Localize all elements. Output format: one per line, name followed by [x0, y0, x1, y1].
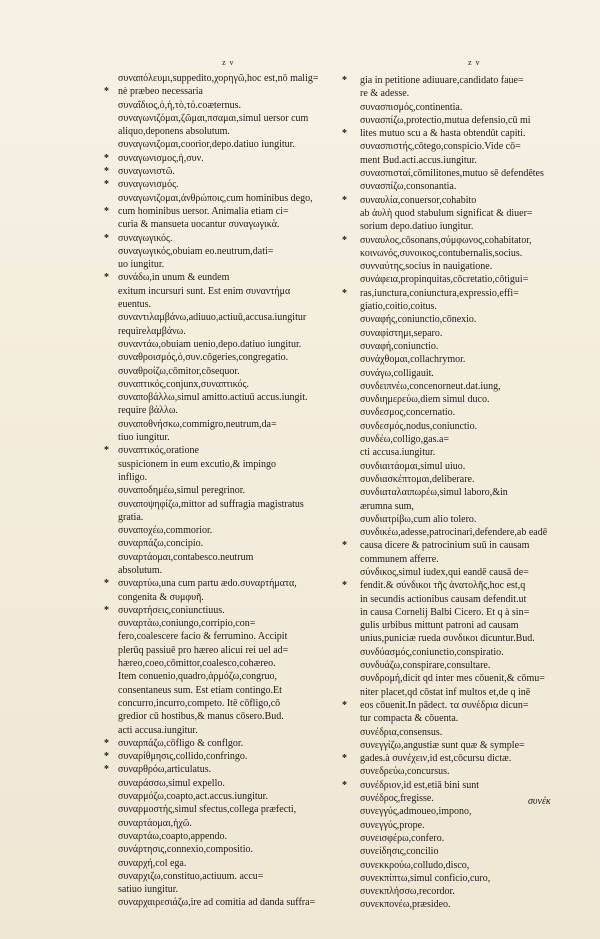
line-text: re & adesse. — [360, 88, 410, 100]
dictionary-line — [360, 473, 578, 486]
dictionary-line — [118, 551, 336, 564]
line-text: gia in petitione adiuuare,candidato faue= — [360, 75, 524, 86]
line-text: συνεκπίπτω,simul conficio,curo, — [360, 872, 491, 884]
line-text: tur compacta & cōuenta. — [360, 713, 459, 725]
line-text: συνείδησις,concilio — [360, 846, 439, 858]
line-text: συναρμοστής,simul sfectus,collega præfecti, — [118, 804, 297, 816]
dictionary-line — [342, 287, 578, 300]
line-text: συναντάω,obuiam uenio,depo.datiuo iungitur. — [118, 338, 302, 350]
line-text: συναφίστημι,separo. — [360, 327, 443, 339]
line-text: ab ἀυλὴ quod stabulum significat & diuer= — [360, 207, 533, 219]
dictionary-line — [360, 154, 578, 167]
margin-asterisk: * — [342, 753, 347, 765]
line-text: συναρτάω,coniungo,corripio,con= — [118, 618, 256, 630]
dictionary-line — [360, 632, 578, 645]
margin-asterisk: * — [342, 287, 347, 299]
dictionary-line — [118, 697, 336, 710]
dictionary-line — [342, 127, 578, 140]
line-text: συνεγγύς,admoueo,impono, — [360, 806, 472, 818]
dictionary-line — [360, 872, 578, 885]
dictionary-line — [104, 232, 336, 245]
line-text: hæreo,coeo,cōmittor,coalesco,cohæreo. — [118, 658, 276, 670]
dictionary-line — [118, 112, 336, 125]
dictionary-line — [360, 672, 578, 685]
line-text: συνδειπνέω,concenorneut.dat.iung, — [360, 380, 501, 392]
line-text: συνδρομή,dicit qd inter mes cōuenit,& cōmu= — [360, 673, 545, 685]
line-text: συνέδρος,fregisse. — [360, 793, 434, 805]
dictionary-line — [118, 830, 336, 843]
line-text: συναρχαιρεσιάζω,ire ad comitia ad danda suffra= — [118, 897, 316, 909]
dictionary-line — [360, 393, 578, 406]
line-text: in causa Cornelij Balbi Cicero. Et q à sin= — [360, 606, 530, 618]
margin-asterisk: * — [104, 737, 109, 749]
line-text: ment Bud.acti.accus.iungitur. — [360, 154, 477, 166]
line-text: συνάφεια,propinquitas,cōcretatio,cōtigui= — [360, 274, 529, 286]
margin-asterisk: * — [104, 205, 109, 217]
dictionary-line — [360, 845, 578, 858]
dictionary-line — [118, 896, 336, 909]
dictionary-line — [118, 285, 336, 298]
line-text: ærumna sum, — [360, 500, 414, 512]
line-text: consentaneus sum. Est etiam contingo.Et — [118, 684, 282, 696]
line-text: fero,coalescere facio & ferrumino. Accipit — [118, 631, 288, 643]
dictionary-line — [342, 539, 578, 552]
dictionary-line — [360, 420, 578, 433]
line-text: συναρίθμησις,collido,confringo. — [118, 751, 248, 763]
dictionary-line — [118, 125, 336, 138]
line-text: συνάδω,in unum & eundem — [118, 272, 230, 284]
dictionary-line — [118, 617, 336, 630]
line-text: συναράσσω,simul expello. — [118, 777, 225, 789]
dictionary-line — [360, 619, 578, 632]
line-text: συναρπάζω,cōfligo & conflgor. — [118, 737, 244, 749]
dictionary-line — [118, 378, 336, 391]
dictionary-line — [360, 566, 578, 579]
line-text: communem afferre. — [360, 553, 439, 565]
dictionary-line — [104, 763, 336, 776]
line-text: συνασπίζω,protectio,mutua defensio,cū mi — [360, 114, 531, 126]
dictionary-line — [360, 460, 578, 473]
line-text: συναγωνιζομαι,ἀνθρώποις,cum hominibus dego, — [118, 192, 313, 204]
line-text: συνέδριον,id est,etiā bini sunt — [360, 779, 480, 791]
dictionary-line — [118, 338, 336, 351]
margin-asterisk: * — [104, 751, 109, 763]
dictionary-line — [360, 220, 578, 233]
line-text: συναθροίζω,cōmitor,cōsequor. — [118, 365, 240, 377]
dictionary-line — [360, 327, 578, 340]
line-text: συνεισφέρω,confero. — [360, 832, 445, 844]
dictionary-line — [360, 659, 578, 672]
dictionary-line — [118, 591, 336, 604]
dictionary-line — [118, 843, 336, 856]
line-text: συνεκπονέω,præsideo. — [360, 899, 451, 911]
dictionary-line — [360, 353, 578, 366]
dictionary-line — [360, 859, 578, 872]
line-text: συναρτάω,coapto,appendo. — [118, 830, 227, 842]
dictionary-line — [342, 579, 578, 592]
line-text: congenita & συμφυῆ. — [118, 591, 204, 603]
margin-asterisk: * — [104, 578, 109, 590]
dictionary-line — [118, 192, 336, 205]
line-text: in secundis actionibus causam defendit.ut — [360, 593, 527, 605]
line-text: plerūq passiuē pro hæreo alicui rei uel ad= — [118, 644, 289, 656]
line-text: tiuo iungitur. — [118, 432, 170, 444]
line-text: cum hominibus uersor. Animalia etiam ci= — [118, 205, 289, 217]
dictionary-line — [360, 646, 578, 659]
margin-asterisk: * — [342, 540, 347, 552]
dictionary-line — [360, 406, 578, 419]
line-text: συναποψηφίζω,mittor ad suffragia magistratus — [118, 498, 304, 510]
line-text: giatio,coitio,coitus. — [360, 301, 437, 313]
dictionary-line — [118, 351, 336, 364]
line-text: συνεκπλήσσω,recordor. — [360, 886, 455, 898]
line-text: συναγωνισμός. — [118, 179, 179, 191]
dictionary-line — [360, 593, 578, 606]
line-text: sorium depo.datiuo iungitur. — [360, 221, 474, 233]
dictionary-line — [118, 817, 336, 830]
line-text: συναγωγικός,obuiam eo.neutrum,dati= — [118, 245, 274, 257]
line-text: συνδιατρίβω,cum alio tolero. — [360, 513, 477, 525]
dictionary-line — [118, 245, 336, 258]
dictionary-line — [360, 313, 578, 326]
dictionary-line — [118, 883, 336, 896]
line-text: συναπτικός,oratione — [118, 445, 199, 457]
dictionary-line — [360, 726, 578, 739]
dictionary-line — [118, 870, 336, 883]
margin-asterisk: * — [342, 779, 347, 791]
dictionary-line — [360, 380, 578, 393]
dictionary-line — [118, 537, 336, 550]
line-text: causa dicere & patrocinium suū in causam — [360, 540, 530, 552]
dictionary-line — [360, 300, 578, 313]
dictionary-line — [360, 101, 578, 114]
dictionary-line — [118, 418, 336, 431]
margin-asterisk: * — [342, 128, 347, 140]
dictionary-line — [104, 178, 336, 191]
dictionary-line — [360, 526, 578, 539]
dictionary-line — [118, 857, 336, 870]
line-text: συνδιαταλαιπωρέω,simul laboro,&in — [360, 487, 508, 499]
line-text: gades.à συνέχειν,id est,cōcursu dictæ. — [360, 753, 512, 765]
dictionary-line — [360, 898, 578, 911]
dictionary-line — [118, 498, 336, 511]
line-text: συνδικέω,adesse,patrocinari,defendere,ab eadē — [360, 527, 548, 539]
line-text: συνάχθομαι,collachrymor. — [360, 354, 466, 366]
margin-asterisk: * — [104, 272, 109, 284]
dictionary-line — [360, 832, 578, 845]
margin-asterisk: * — [342, 699, 347, 711]
line-text: aliquo,deponens absolutum. — [118, 126, 230, 138]
line-text: συναρχιζω,constituo,actiuum. accu= — [118, 870, 264, 882]
line-text: acti accusa.iungitur. — [118, 724, 198, 736]
line-text: niter placet,qd cōstat inf multos et,de q inē — [360, 686, 531, 698]
line-text: fendit.& σύνδικοι τῆς ἀνατολῆς,hoc est,q — [360, 580, 526, 592]
line-text: συνδεσμός,nodus,coniunctio. — [360, 420, 478, 432]
line-text: satiuo iungitur. — [118, 884, 178, 896]
line-text: συναποθνήσκω,commigro,neutrum,da= — [118, 418, 277, 430]
line-text: συνδυάζω,conspirare,consultare. — [360, 660, 491, 672]
margin-asterisk: * — [342, 75, 347, 86]
line-text: σύνδικος,simul iudex,qui eandē causā de= — [360, 566, 529, 578]
dictionary-line — [104, 85, 336, 98]
margin-asterisk: * — [104, 179, 109, 191]
line-text: συνδιασκέπτομαι,deliberare. — [360, 473, 475, 485]
dictionary-line — [118, 777, 336, 790]
dictionary-line — [118, 218, 336, 231]
dictionary-line — [360, 686, 578, 699]
dictionary-line — [104, 165, 336, 178]
dictionary-line — [118, 630, 336, 643]
dictionary-line — [118, 298, 336, 311]
dictionary-line — [360, 367, 578, 380]
dictionary-line — [360, 207, 578, 220]
dictionary-line — [104, 577, 336, 590]
line-text: συναρμόζω,coapto,act.accus.iungitur. — [118, 791, 268, 803]
line-text: συναγωνισμος,ἡ,συν. — [118, 152, 204, 164]
line-text: unius,puniciæ rueda συνδικοι dicuntur.Bud. — [360, 633, 535, 645]
line-text: συναφή,coniunctio. — [360, 340, 439, 352]
margin-asterisk: * — [104, 445, 109, 457]
line-text: συναρτάομαι,contabesco.neutrum — [118, 551, 254, 563]
line-text: gratia. — [118, 511, 144, 523]
line-text: συνασπιστής,cōtego,conspicio.Vide cō= — [360, 141, 521, 153]
line-text: suspicionem in eum excutio,& impingo — [118, 458, 277, 470]
dictionary-line — [360, 180, 578, 193]
line-text: συναθροισμός,ὁ,συν.cōgeries,congregatio. — [118, 352, 289, 364]
line-text: concurro,incurro,competo. Itē cōfligo,cō — [118, 697, 281, 709]
dictionary-line — [360, 500, 578, 513]
dictionary-line — [118, 258, 336, 271]
dictionary-line — [360, 446, 578, 459]
dictionary-line — [104, 604, 336, 617]
dictionary-line — [360, 553, 578, 566]
dictionary-line — [360, 260, 578, 273]
dictionary-line — [104, 750, 336, 763]
margin-asterisk: * — [104, 232, 109, 244]
dictionary-line — [342, 752, 578, 765]
line-text: συνασπίζω,consonantia. — [360, 181, 457, 193]
dictionary-line — [360, 167, 578, 180]
line-text: euentus. — [118, 299, 152, 311]
line-text: συνδέω,colligo,gas.a= — [360, 434, 450, 446]
line-text: uo iungitur. — [118, 259, 165, 271]
line-text: συνέδρια,consensus. — [360, 726, 443, 738]
line-text: συναρπάζω,concipio. — [118, 538, 204, 550]
line-text: ras,iunctura,coniunctura,expressio,effi= — [360, 287, 519, 299]
line-text: curia & mansueta uocantur συναγωγικὰ. — [118, 219, 280, 231]
dictionary-line — [360, 114, 578, 127]
line-text: συναγωνιζομαι,coorior,depo.datiuo iungitur. — [118, 139, 295, 151]
margin-asterisk: * — [104, 152, 109, 164]
dictionary-line — [104, 271, 336, 284]
right-column — [342, 74, 578, 912]
line-text: infligo. — [118, 471, 148, 483]
line-text: συναρχή,col ega. — [118, 857, 187, 869]
line-text: συνασπισταί,cōmilitones,mutuo sē defendētes — [360, 168, 544, 180]
dictionary-line — [360, 739, 578, 752]
line-text: συνδιαιτάομαι,simul uiuo. — [360, 460, 466, 472]
dictionary-line — [342, 699, 578, 712]
dictionary-line — [104, 152, 336, 165]
signature-mark-left: z v — [222, 58, 235, 67]
dictionary-line — [118, 365, 336, 378]
dictionary-line — [118, 657, 336, 670]
dictionary-line — [360, 805, 578, 818]
line-text: συνασπισμός,continentia. — [360, 101, 463, 113]
line-text: συναρθρόω,articulatus. — [118, 764, 212, 776]
dictionary-line — [118, 391, 336, 404]
line-text: exitum incursuri sunt. Est enim συναντήμα — [118, 285, 291, 297]
dictionary-line — [118, 138, 336, 151]
margin-asterisk: * — [104, 764, 109, 776]
line-text: συναπόλευμι,suppedito,χορηγῶ,hoc est,nō malig= — [118, 73, 319, 84]
line-text: συναυλος,cōsonans,σύμφωνος,cohabitator, — [360, 234, 532, 246]
line-text: συναφής,coniunctio,cōnexio. — [360, 314, 477, 326]
dictionary-line — [118, 670, 336, 683]
dictionary-line — [104, 205, 336, 218]
dictionary-line — [104, 444, 336, 457]
dictionary-line — [360, 273, 578, 286]
dictionary-line — [118, 803, 336, 816]
line-text: συνάγω,colligauit. — [360, 367, 434, 379]
line-text: cti accusa.iungitur. — [360, 447, 436, 459]
dictionary-line — [342, 194, 578, 207]
margin-asterisk: * — [342, 194, 347, 206]
line-text: συνεδρεύω,concursus. — [360, 766, 450, 778]
left-column — [104, 72, 336, 910]
line-text: συναυλία,conuersor,cohabito — [360, 194, 477, 206]
dictionary-line — [342, 234, 578, 247]
line-text: συναντιλαμβάνω,adiuuo,actiuū,accusa.iungitur — [118, 312, 307, 324]
line-text: Item conuenio,quadro,ἁρμόζω,congruo, — [118, 671, 277, 683]
dictionary-line — [118, 471, 336, 484]
dictionary-line — [104, 737, 336, 750]
dictionary-line — [342, 779, 578, 792]
line-text: συνδεσμος,concernatio. — [360, 407, 456, 419]
dictionary-line — [118, 404, 336, 417]
line-text: κοινωνός,συνοικος,contubernalis,socius. — [360, 247, 523, 259]
line-text: συνναύτης,socius in nauigatione. — [360, 261, 493, 273]
line-text: συναρτύω,una cum partu ædo.συναρτήματα, — [118, 578, 297, 590]
dictionary-line — [360, 712, 578, 725]
dictionary-line — [360, 819, 578, 832]
line-text: συνεκκρούω,colludo,disco, — [360, 859, 470, 871]
line-text: συνεγγίζω,angustiæ sunt quæ & symple= — [360, 739, 525, 751]
line-text: require βάλλω. — [118, 405, 178, 417]
dictionary-line — [118, 724, 336, 737]
dictionary-line — [118, 511, 336, 524]
line-text: requireλαμβάνω. — [118, 325, 186, 337]
dictionary-line — [360, 340, 578, 353]
dictionary-line — [360, 433, 578, 446]
dictionary-line — [118, 644, 336, 657]
line-text: συναγωγικός. — [118, 232, 173, 244]
dictionary-line — [118, 325, 336, 338]
dictionary-line — [118, 524, 336, 537]
line-text: eos cōuenit.In pādect. τα συνέδρια dicun= — [360, 699, 529, 711]
dictionary-line — [360, 885, 578, 898]
dictionary-line — [118, 790, 336, 803]
line-text: nè præbeo necessaria — [118, 86, 203, 98]
dictionary-line — [118, 431, 336, 444]
dictionary-line — [118, 72, 336, 85]
line-text: συναποβάλλω,simul amitto.actiuū accus.iungit. — [118, 392, 308, 404]
line-text: συνδιημερεύω,diem simul duco. — [360, 394, 490, 406]
line-text: συνάρτησις,connexio,compositio. — [118, 844, 253, 856]
line-text: συναρτήσεις,coniunctiuus. — [118, 604, 225, 616]
dictionary-line — [360, 606, 578, 619]
margin-asterisk: * — [104, 166, 109, 178]
catchword: συνέκ — [528, 796, 551, 807]
line-text: gulis urbibus mittunt patroni ad causam — [360, 620, 519, 632]
dictionary-line — [118, 564, 336, 577]
line-text: συνεγγύς,prope. — [360, 819, 425, 831]
dictionary-line — [360, 765, 578, 778]
dictionary-line — [360, 486, 578, 499]
line-text: lites mutuo scu a & hasta obtendūt capiti. — [360, 128, 526, 140]
line-text: συναγωνιζόμαι,ζῶμαι,πσαμαι,simul uersor cum — [118, 112, 309, 124]
margin-asterisk: * — [104, 604, 109, 616]
line-text: συναρτάομαι,ἠχῶ. — [118, 817, 192, 829]
dictionary-line — [118, 484, 336, 497]
dictionary-line — [360, 513, 578, 526]
margin-asterisk: * — [342, 580, 347, 592]
line-text: συναγωνιστῶ. — [118, 166, 175, 178]
dictionary-line — [118, 710, 336, 723]
dictionary-line — [360, 140, 578, 153]
line-text: absolutum. — [118, 564, 163, 576]
dictionary-line — [118, 99, 336, 112]
dictionary-line — [360, 87, 578, 100]
dictionary-line — [118, 311, 336, 324]
dictionary-line — [360, 247, 578, 260]
line-text: συναποχέω,commorior. — [118, 525, 213, 537]
line-text: συναΐδιος,ὁ,ἡ,τὸ,τό.coæternus. — [118, 99, 241, 111]
dictionary-line — [342, 74, 578, 87]
line-text: συναποδημέω,simul peregrinor. — [118, 485, 246, 497]
line-text: gredior cū hostibus,& manus cōsero.Bud. — [118, 711, 284, 723]
line-text: συναπτικός,conjunx,συναπτικός. — [118, 378, 249, 390]
dictionary-line — [118, 458, 336, 471]
dictionary-line — [118, 684, 336, 697]
line-text: συνδύασμός,coniunctio,conspiratio. — [360, 646, 504, 658]
margin-asterisk: * — [104, 86, 109, 98]
margin-asterisk: * — [342, 234, 347, 246]
signature-mark-right: z v — [468, 58, 481, 67]
